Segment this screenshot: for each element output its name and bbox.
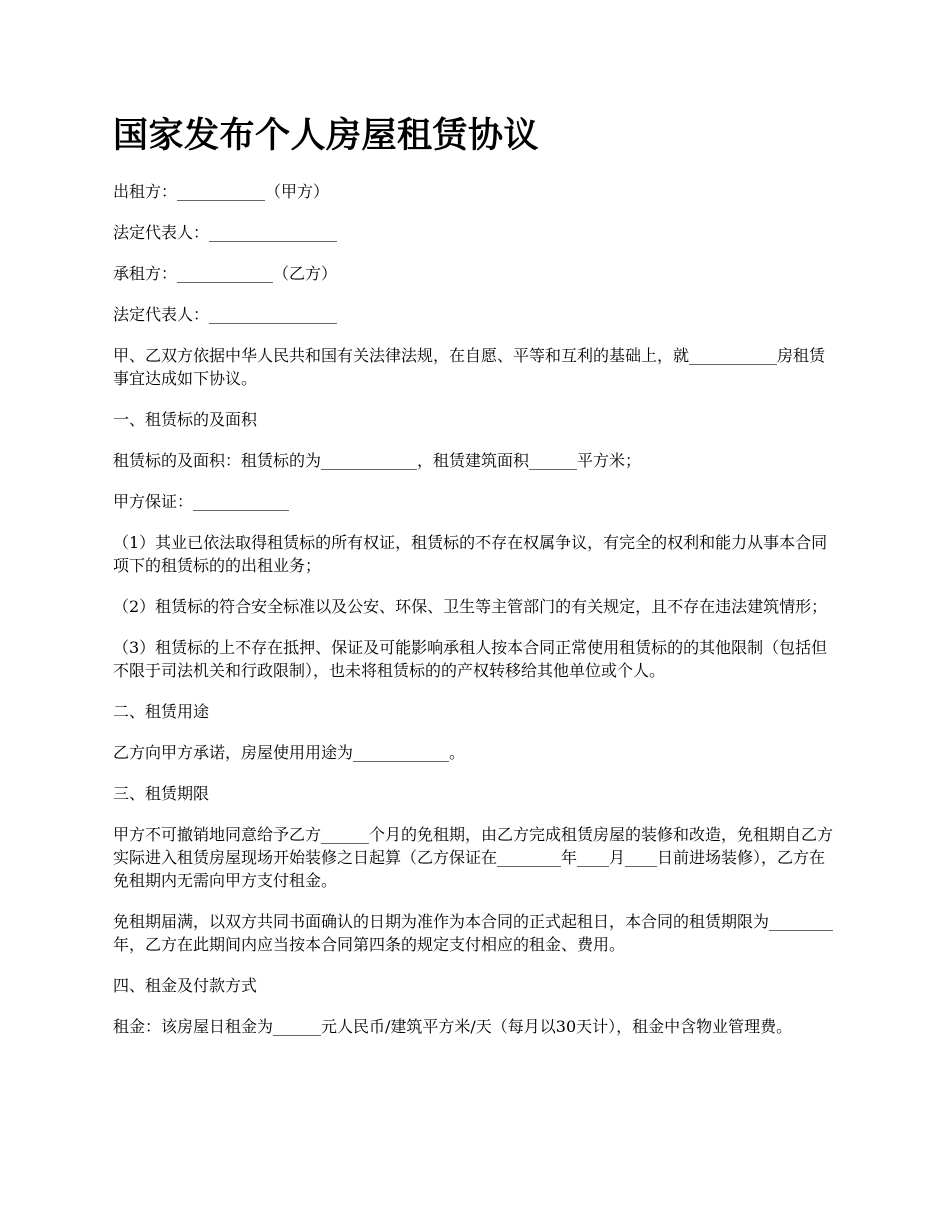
guarantee-item-2: （2）租赁标的符合安全标准以及公安、环保、卫生等主管部门的有关规定，且不存在违法建筑情形； <box>113 597 828 616</box>
lessor-representative-line: 法定代表人：________________ <box>113 223 338 242</box>
section-heading-1: 一、租赁标的及面积 <box>113 410 258 429</box>
rent-paragraph: 租金：该房屋日租金为______元人民币/建筑平方米/天（每月以30天计），租金中含物业管理费。 <box>113 1017 793 1036</box>
document-page <box>113 112 840 1056</box>
lessee-representative-line: 法定代表人：________________ <box>113 305 338 324</box>
lease-term-paragraph: 免租期届满，以双方共同书面确认的日期为准作为本合同的正式起租日，本合同的租赁期限为________年，乙方在此期间内应当按本合同第四条的规定支付相应的租金、费用。 <box>113 912 834 954</box>
guarantee-item-3: （3）租赁标的上不存在抵押、保证及可能影响承租人按本合同正常使用租赁标的的其他限制（包括但不限于司法机关和行政限制），也未将租赁标的的产权转移给其他单位或个人。 <box>113 638 828 680</box>
lessee-line: 承租方：____________（乙方） <box>113 264 338 283</box>
section-heading-4: 四、租金及付款方式 <box>113 976 258 995</box>
lessor-line: 出租方：___________（甲方） <box>113 182 330 201</box>
section-heading-3: 三、租赁期限 <box>113 784 210 803</box>
lessor-guarantee-line: 甲方保证：____________ <box>113 492 290 511</box>
rent-free-period-paragraph: 甲方不可撤销地同意给予乙方______个月的免租期，由乙方完成租赁房屋的装修和改造，免租期自乙方实际进入租赁房屋现场开始装修之日起算（乙方保证在________年____月____日前进场装修），乙方在免租期内无需向甲方支付租金。 <box>113 825 834 890</box>
document-title: 国家发布个人房屋租赁协议 <box>113 116 540 156</box>
usage-paragraph: 乙方向甲方承诺，房屋使用用途为____________。 <box>113 743 466 762</box>
preamble-paragraph: 甲、乙双方依据中华人民共和国有关法律法规，在自愿、平等和互利的基础上，就___________房租赁事宜达成如下协议。 <box>113 346 826 388</box>
guarantee-item-1: （1）其业已依法取得租赁标的所有权证，租赁标的不存在权属争议，有完全的权利和能力从事本合同项下的租赁标的的出租业务； <box>113 533 828 575</box>
section-heading-2: 二、租赁用途 <box>113 702 210 721</box>
lease-object-paragraph: 租赁标的及面积：租赁标的为____________，租赁建筑面积______平方米； <box>113 451 642 470</box>
